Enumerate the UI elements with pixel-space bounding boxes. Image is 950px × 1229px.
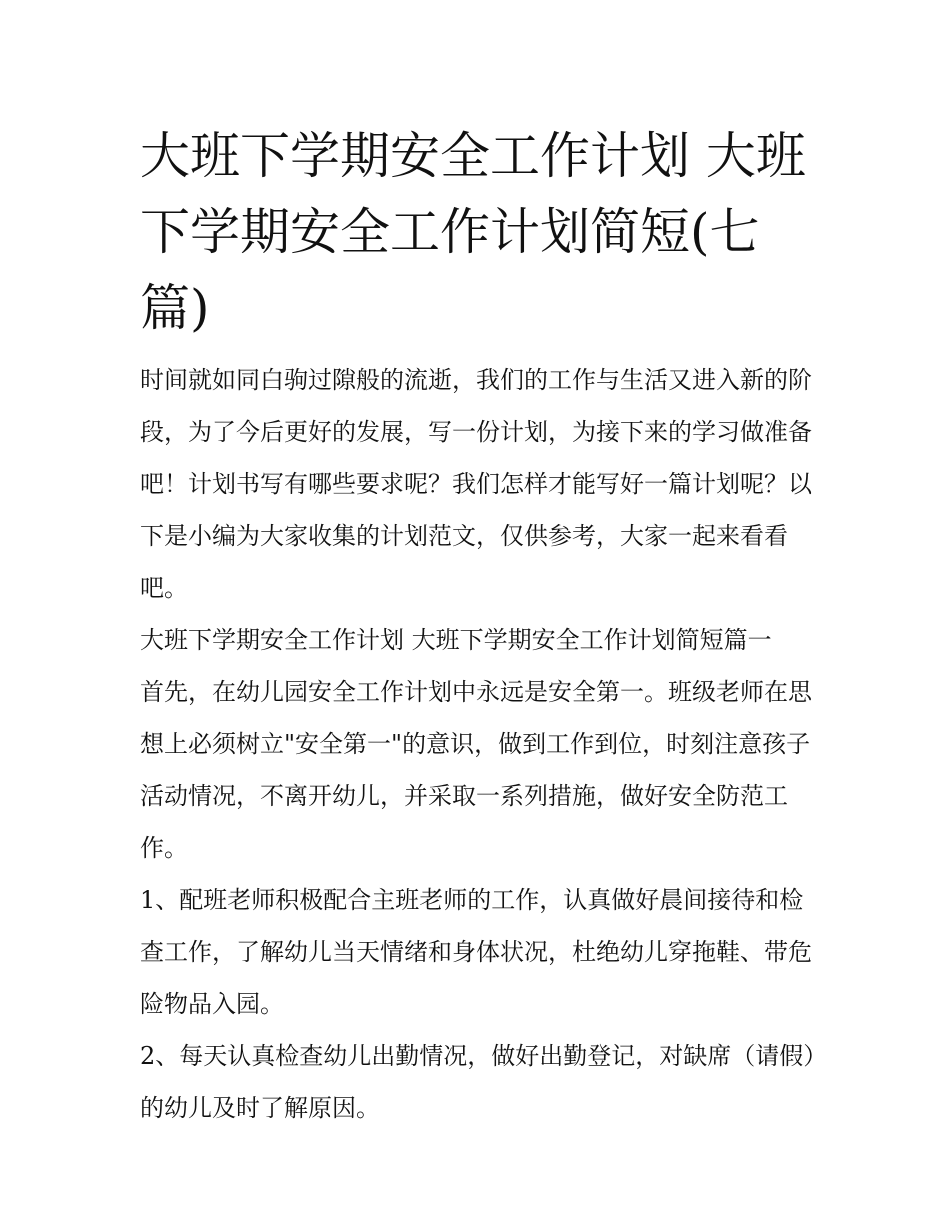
document-title: 大班下学期安全工作计划 大班下学期安全工作计划简短(七篇) — [140, 127, 806, 337]
intro-paragraph: 时间就如同白驹过隙般的流逝，我们的工作与生活又进入新的阶段，为了今后更好的发展，写一份计划，为接下来的学习做准备吧！计划书写有哪些要求呢？我们怎样才能写好一篇计划呢？以下是小编为大家收集的计划范文，仅供参考，大家一起来看看吧。 — [140, 366, 812, 602]
list-item-1: 1、配班老师积极配合主班老师的工作，认真做好晨间接待和检查工作，了解幼儿当天情绪和身体状况，杜绝幼儿穿拖鞋、带危险物品入园。 — [140, 886, 812, 1018]
body-paragraph: 首先，在幼儿园安全工作计划中永远是安全第一。班级老师在思想上必须树立"安全第一"的意识，做到工作到位，时刻注意孩子活动情况，不离开幼儿，并采取一系列措施，做好安全防范工作。 — [140, 678, 812, 862]
section-heading: 大班下学期安全工作计划 大班下学期安全工作计划简短篇一 — [140, 626, 772, 654]
list-item-2: 2、每天认真检查幼儿出勤情况，做好出勤登记，对缺席（请假）的幼儿及时了解原因。 — [140, 1042, 816, 1122]
document-page — [140, 118, 816, 1134]
